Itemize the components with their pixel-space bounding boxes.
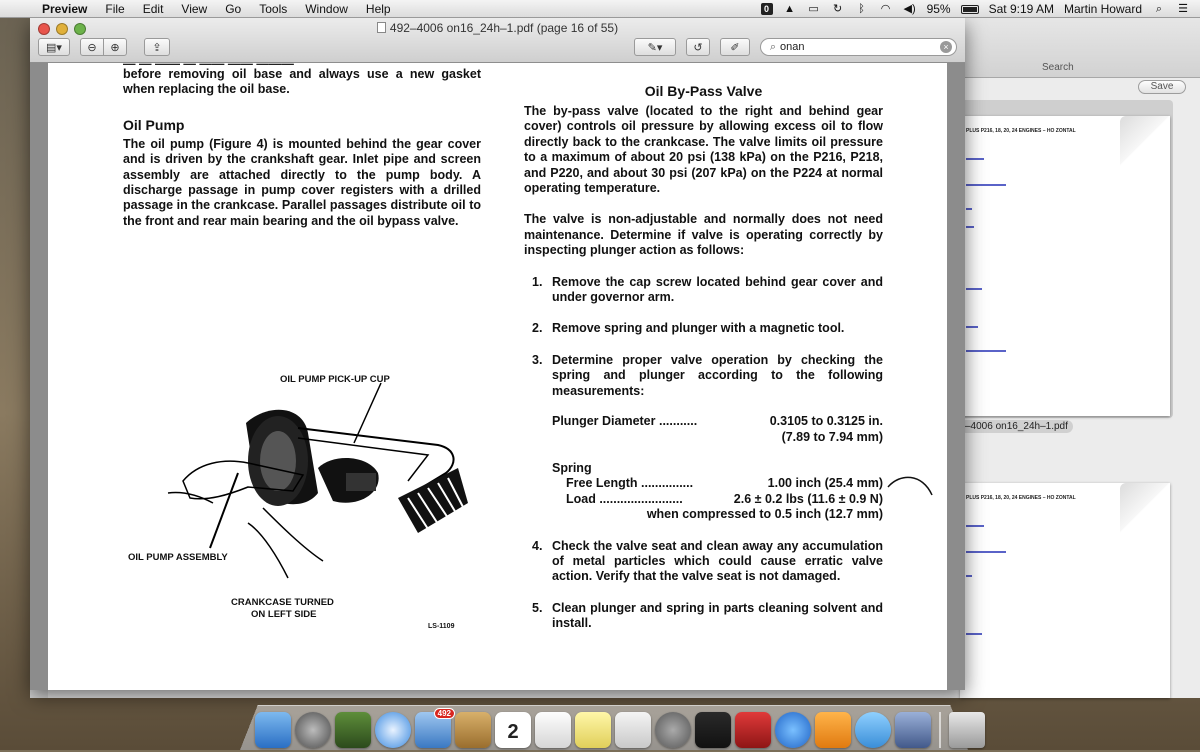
trash-icon[interactable] xyxy=(949,712,985,748)
mission-control-icon[interactable] xyxy=(335,712,371,748)
bypass-paragraph-2: The valve is non-adjustable and normally does not need maintenance. Determine if valve is operating correctly by inspecting plunger action as follows: xyxy=(524,212,883,258)
step-number: 3. xyxy=(532,352,543,367)
oil-pump-illustration xyxy=(128,383,488,583)
spec-plunger-value: 0.3105 to 0.3125 in. xyxy=(769,414,883,429)
document-view[interactable] xyxy=(30,57,965,690)
figure-label-pickup: OIL PUMP PICK-UP CUP xyxy=(280,374,390,385)
cut-off-line: — — —— — —— —— ——— xyxy=(123,57,294,71)
photo-booth-icon[interactable] xyxy=(735,712,771,748)
share-button[interactable]: ⇪ xyxy=(144,38,170,56)
figure-label-assembly: OIL PUMP ASSEMBLY xyxy=(128,552,228,563)
page-thumbnail[interactable] xyxy=(960,483,1170,698)
spec-plunger-metric: (7.89 to 7.94 mm) xyxy=(781,429,883,444)
thumbnail-link xyxy=(966,350,1006,352)
spec-free-length-label: Free Length ............... xyxy=(566,476,694,491)
spec-load-label: Load ........................ xyxy=(566,491,683,506)
step-text: Remove spring and plunger with a magnetic tool. xyxy=(552,321,845,336)
contacts-icon[interactable] xyxy=(455,712,491,748)
messages-icon[interactable] xyxy=(855,712,891,748)
step-number: 2. xyxy=(532,321,543,336)
spec-plunger-label: Plunger Diameter ........... xyxy=(552,414,698,429)
procedure-steps xyxy=(524,275,883,399)
safari-icon[interactable] xyxy=(375,712,411,748)
spec-load-value: 2.6 ± 0.2 lbs (11.6 ± 0.9 N) xyxy=(733,491,883,506)
launchpad-icon[interactable] xyxy=(295,712,331,748)
thumbnail-link xyxy=(966,158,984,160)
clear-search-icon[interactable]: × xyxy=(940,41,952,53)
system-preferences-icon[interactable] xyxy=(655,712,691,748)
spec-free-length-row xyxy=(552,476,883,491)
itunes-icon[interactable] xyxy=(775,712,811,748)
search-input[interactable]: onan xyxy=(780,41,805,53)
thumbnail-link xyxy=(966,326,978,328)
dock-separator xyxy=(939,712,941,748)
thumbnail-link xyxy=(966,551,1006,553)
iphoto-icon[interactable] xyxy=(895,712,931,748)
menu-file[interactable]: File xyxy=(105,1,125,16)
oil-pump-paragraph: The oil pump (Figure 4) is mounted behind the gear cover and is driven by the crankshaft gear. Inlet pipe and screen assembly are attached directly to the pump body. A discharge passage in pump cover registers with a drilled passage in the crankcase. Parallel passages distribute oil to the front and rear main bearing and the oil bypass valve. xyxy=(123,136,481,228)
zoom-out-button[interactable]: ⊖ xyxy=(80,38,104,56)
menu-edit[interactable]: Edit xyxy=(142,1,164,16)
notification-center-icon[interactable]: ☰ xyxy=(1178,3,1188,15)
finder-icon[interactable] xyxy=(255,712,291,748)
facetime-icon[interactable] xyxy=(695,712,731,748)
bypass-heading: Oil By-Pass Valve xyxy=(644,83,763,99)
page-curl xyxy=(1120,116,1170,166)
spec-spring-row xyxy=(552,461,883,476)
user-name[interactable]: Martin Howard xyxy=(1063,2,1142,16)
step-text: Determine proper valve operation by checking the spring and plunger according to the following measurements: xyxy=(552,352,883,398)
menu-help[interactable]: Help xyxy=(365,1,391,16)
menu-window[interactable]: Window xyxy=(305,1,348,16)
oil-pump-heading: Oil Pump xyxy=(123,116,185,133)
page-thumbnail[interactable] xyxy=(960,116,1170,416)
status-zero-icon[interactable]: 0 xyxy=(761,3,773,15)
step-text: Clean plunger and spring in parts cleaning solvent and install. xyxy=(552,600,883,631)
oil-base-paragraph: before removing oil base and always use a new gasket when replacing the oil base. xyxy=(123,67,481,97)
mail-icon[interactable] xyxy=(415,709,451,748)
step-text: Check the valve seat and clean away any accumulation of metal particles which could cause erratic valve action. Verify that the valve seat is not damaged. xyxy=(552,538,883,584)
edit-toolbar-button[interactable]: ✐ xyxy=(720,38,750,56)
battery-percent[interactable]: 95% xyxy=(926,2,951,16)
thumbnail-caption: –4006 on16_24h–1.pdf xyxy=(960,420,1073,433)
spec-spring-label: Spring xyxy=(552,460,592,475)
right-column xyxy=(524,83,883,648)
spec-free-length-value: 1.00 inch (25.4 mm) xyxy=(767,476,883,491)
ibooks-icon[interactable] xyxy=(815,712,851,748)
sidebar-toggle-button[interactable]: ▤▾ xyxy=(38,38,70,56)
bypass-paragraph-1: The by-pass valve (located to the right and behind gear cover) controls oil pressure by allowing excess oil to flow directly back to the crankcase. The valve limits oil pressure to a maximum of about 20 psi (138 kPa) on the P216, P218, and P220, and about 30 psi (207 kPa) on the P224 at normal operating temperature. xyxy=(524,104,883,196)
spec-table xyxy=(524,414,883,522)
menu-tools[interactable]: Tools xyxy=(259,1,288,16)
step-number: 5. xyxy=(532,600,543,615)
thumbnail-link xyxy=(966,575,972,577)
pdf-page xyxy=(48,57,947,690)
thumbnail-header: PLUS P216, 18, 20, 24 ENGINES – HO ZONTAL xyxy=(966,128,1076,134)
display-icon[interactable]: ▭ xyxy=(808,3,819,15)
window-title xyxy=(30,21,965,35)
spec-plunger-metric-row xyxy=(552,430,883,445)
margin-mark xyxy=(886,473,936,513)
time-machine-icon[interactable]: ↻ xyxy=(832,3,843,15)
left-column xyxy=(123,57,481,229)
reminders-icon[interactable] xyxy=(535,712,571,748)
thumbnail-link xyxy=(966,226,974,228)
pdf-document-icon xyxy=(377,22,386,33)
preview-app-icon[interactable] xyxy=(615,712,651,748)
step-number: 1. xyxy=(532,274,543,289)
clock[interactable]: Sat 9:19 AM xyxy=(988,2,1054,16)
notes-icon[interactable] xyxy=(575,712,611,748)
menu-app-name[interactable]: Preview xyxy=(42,1,88,16)
annotate-button[interactable]: ✎▾ xyxy=(634,38,676,56)
spec-load-row xyxy=(552,492,883,507)
background-search-label: Search xyxy=(1042,62,1074,73)
background-save-button[interactable]: Save xyxy=(1138,80,1186,94)
search-icon: ⌕ xyxy=(769,40,777,53)
menu-view[interactable]: View xyxy=(181,1,208,16)
step-item xyxy=(532,601,883,632)
window-title-text: 492–4006 on16_24h–1.pdf (page 16 of 55) xyxy=(389,21,619,35)
battery-icon[interactable] xyxy=(961,5,979,14)
upload-icon[interactable]: ▲ xyxy=(784,3,795,15)
figure-label-crankcase: CRANKCASE TURNED xyxy=(231,597,334,608)
search-field[interactable] xyxy=(760,38,957,56)
step-item xyxy=(532,321,883,336)
thumbnail-link xyxy=(966,525,984,527)
zoom-in-button[interactable]: ⊕ xyxy=(103,38,127,56)
figure-label-crankcase-2: ON LEFT SIDE xyxy=(251,609,317,620)
spec-load-note: when compressed to 0.5 inch (12.7 mm) xyxy=(646,507,883,522)
calendar-icon[interactable] xyxy=(495,712,531,748)
menu-bar xyxy=(0,0,1200,18)
thumbnail-link xyxy=(966,208,972,210)
calendar-day: 2 xyxy=(507,721,519,743)
step-item xyxy=(532,275,883,306)
menu-go[interactable]: Go xyxy=(225,1,242,16)
preview-window xyxy=(30,18,965,690)
step-item xyxy=(532,539,883,585)
spec-load-note-row xyxy=(552,507,883,522)
dock-icons xyxy=(255,702,985,748)
thumbnail-link xyxy=(966,184,1006,186)
page-curl xyxy=(1120,483,1170,533)
thumbnail-link xyxy=(966,288,982,290)
mail-badge: 492 xyxy=(434,708,455,719)
spec-plunger-row xyxy=(552,414,883,429)
thumbnail-link xyxy=(966,633,982,635)
wifi-icon[interactable]: ◠ xyxy=(880,3,891,15)
step-text: Remove the cap screw located behind gear cover and under governor arm. xyxy=(552,274,883,305)
bluetooth-icon[interactable]: ᛒ xyxy=(858,3,865,15)
procedure-steps-continued xyxy=(524,539,883,632)
figure-code: LS-1109 xyxy=(428,623,455,630)
spotlight-icon[interactable]: ⌕ xyxy=(1155,3,1163,15)
thumbnail-header: PLUS P216, 18, 20, 24 ENGINES – HO ZONTAL xyxy=(966,495,1076,501)
rotate-button[interactable]: ↺ xyxy=(686,38,710,56)
step-item xyxy=(532,353,883,399)
step-number: 4. xyxy=(532,538,543,553)
volume-icon[interactable]: ◀) xyxy=(903,3,916,15)
thumbnail-pane xyxy=(960,100,1173,418)
